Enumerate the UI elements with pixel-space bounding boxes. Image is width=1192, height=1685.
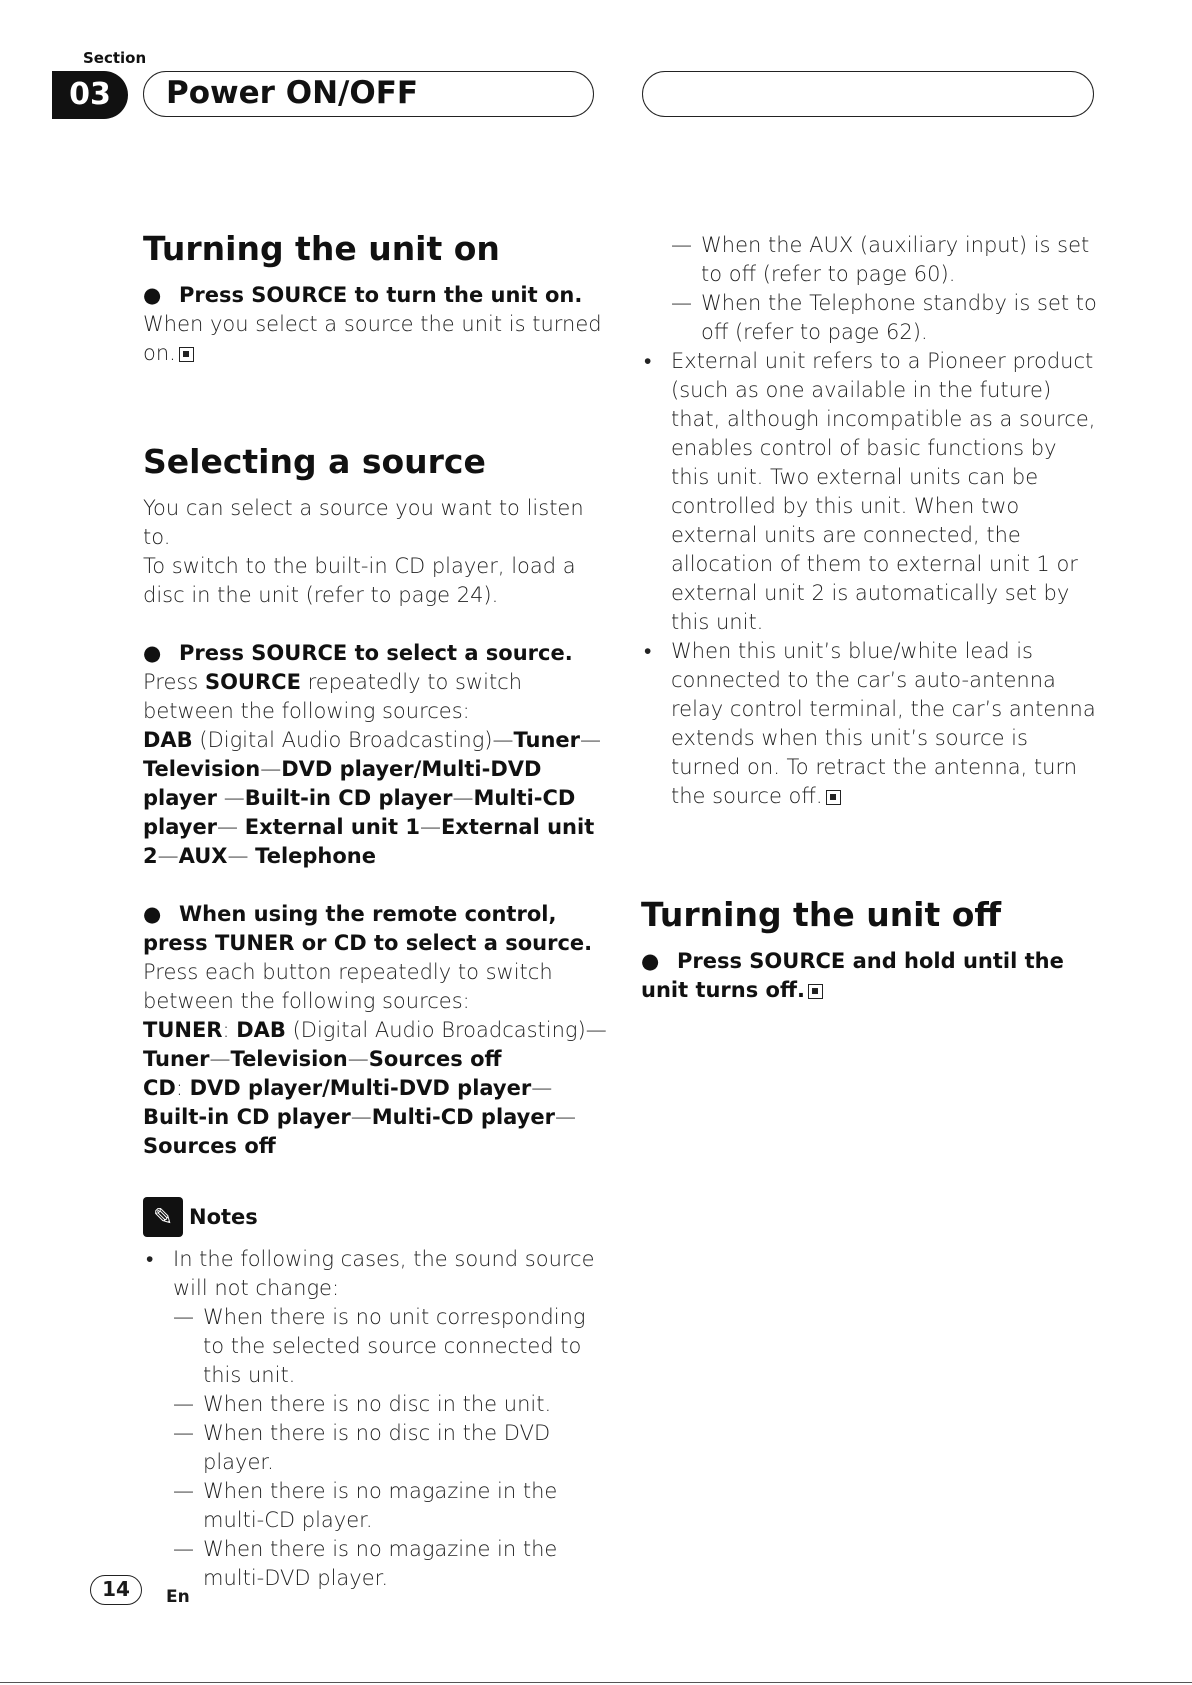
source-item: DAB xyxy=(236,1018,286,1042)
heading-selecting-source: Selecting a source xyxy=(143,442,486,481)
selecting-intro-2: To switch to the built-in CD player, load a disc in the unit (refer to page 24). xyxy=(143,554,576,607)
note-subitem: — When there is no unit corresponding to the selected source connected to this unit. xyxy=(173,1303,613,1390)
notes-header xyxy=(143,1197,613,1237)
page-title: Power ON/OFF xyxy=(166,75,419,111)
empty-header-pill xyxy=(642,71,1094,117)
step-select-source-text: Press SOURCE to select a source. xyxy=(179,641,573,665)
note-sublist xyxy=(173,1303,613,1593)
note-text: When this unit’s blue/white lead is connected to the car’s auto-antenna relay control terminal, the car’s antenna extends when this unit’s source is turned on. To retract the antenna, turn the source off. xyxy=(671,639,1096,808)
step-remote-body: Press each button repeatedly to switch between the following sources: xyxy=(143,960,553,1013)
section-label: Section xyxy=(83,49,147,67)
turn-on-body xyxy=(143,310,613,368)
button-label: TUNER xyxy=(143,1018,223,1042)
source-item: Sources off xyxy=(143,1134,276,1158)
step-remote-control: ● When using the remote control, press TUNER or CD to select a source. xyxy=(143,902,593,955)
note-item: • External unit refers to a Pioneer product (such as one available in the future) that, although incompatible as a source, enables control of basic functions by this unit. Two external units can be controlled by this unit. When two external units are connected, the allocation of them to external unit 1 or external unit 2 is automatically set by this unit. xyxy=(641,347,1101,637)
end-mark-icon xyxy=(179,347,194,362)
notes-list xyxy=(143,1245,613,1593)
end-mark-icon xyxy=(808,984,823,999)
button-label: CD xyxy=(143,1076,176,1100)
title-pill xyxy=(143,71,594,117)
source-item: Built-in CD player xyxy=(143,1105,351,1129)
note-item xyxy=(143,1245,613,1593)
language-label: En xyxy=(166,1587,190,1607)
tuner-sequence: TUNER: DAB (Digital Audio Broadcasting)— Tuner—Television—Sources off xyxy=(143,1018,607,1071)
notes-list-continued xyxy=(641,347,1101,811)
source-item: AUX xyxy=(178,844,228,868)
pencil-note-icon: ✎ xyxy=(143,1197,183,1237)
source-item: Television xyxy=(143,757,261,781)
note-item xyxy=(641,637,1101,811)
source-item: Sources off xyxy=(368,1047,502,1071)
note-subitem: — When the AUX (auxiliary input) is set to off (refer to page 60). xyxy=(671,231,1101,289)
body-text: repeatedly to switch between the following sources: xyxy=(143,670,523,723)
source-desc: (Digital Audio Broadcasting)— xyxy=(285,1018,607,1042)
body-text: Press xyxy=(143,670,205,694)
end-mark-icon xyxy=(826,790,841,805)
source-item: Built-in CD player xyxy=(244,786,453,810)
source-sequence: DAB (Digital Audio Broadcasting)—Tuner—Television—DVD player/Multi-DVD player —Built-in CD player—Multi-CD player— External unit 1—External unit 2—AUX— Telephone xyxy=(143,728,602,868)
turn-on-body-text: When you select a source the unit is turned on. xyxy=(143,312,602,365)
right-column xyxy=(641,231,1101,1005)
source-item: Multi-CD player xyxy=(143,786,576,839)
source-item: DAB xyxy=(143,728,193,752)
source-desc: (Digital Audio Broadcasting)— xyxy=(192,728,514,752)
step-turn-off: ● Press SOURCE and hold until the unit turns off. xyxy=(641,949,1064,1002)
step-turn-on-text: Press SOURCE to turn the unit on. xyxy=(179,283,583,307)
heading-turning-on: Turning the unit on xyxy=(143,229,500,268)
source-item: DVD player/Multi-DVD player xyxy=(189,1076,532,1100)
selecting-intro-1: You can select a source you want to listen to. xyxy=(143,496,584,549)
source-item: Telephone xyxy=(255,844,376,868)
source-item: Tuner xyxy=(513,728,581,752)
source-item: DVD player/Multi-DVD player xyxy=(143,757,542,810)
step-turn-off-text: Press SOURCE and hold until the unit turns off. xyxy=(641,949,1064,1002)
note-subitem: — When there is no disc in the DVD player. xyxy=(173,1419,613,1477)
page-number: 14 xyxy=(90,1575,142,1605)
step-select-source-body xyxy=(143,668,613,726)
source-item: Tuner xyxy=(143,1047,210,1071)
note-text: In the following cases, the sound source will not change: xyxy=(173,1247,595,1300)
source-item: External unit 1 xyxy=(244,815,420,839)
cd-sequence: CD: DVD player/Multi-DVD player—Built-in CD player—Multi-CD player—Sources off xyxy=(143,1076,576,1158)
left-column xyxy=(143,227,613,1593)
note-subitem: — When there is no magazine in the multi-DVD player. xyxy=(173,1535,613,1593)
heading-turning-off: Turning the unit off xyxy=(641,895,1002,934)
note-subitem: — When there is no disc in the unit. xyxy=(173,1390,613,1419)
source-item: External unit 2 xyxy=(143,815,595,868)
note-sublist-continued xyxy=(641,231,1101,347)
step-turn-on: ● Press SOURCE to turn the unit on. xyxy=(143,283,583,307)
step-remote-control-text: When using the remote control, press TUNER or CD to select a source. xyxy=(143,902,593,955)
source-item: Television xyxy=(230,1047,348,1071)
notes-title: Notes xyxy=(189,1204,258,1229)
footer-divider xyxy=(0,1682,1192,1683)
step-select-source: ● Press SOURCE to select a source. xyxy=(143,641,573,665)
note-subitem: — When the Telephone standby is set to off (refer to page 62). xyxy=(671,289,1101,347)
source-item: Multi-CD player xyxy=(371,1105,555,1129)
source-keyword: SOURCE xyxy=(204,670,301,694)
section-number-badge: 03 xyxy=(52,71,128,119)
note-subitem: — When there is no magazine in the multi-CD player. xyxy=(173,1477,613,1535)
